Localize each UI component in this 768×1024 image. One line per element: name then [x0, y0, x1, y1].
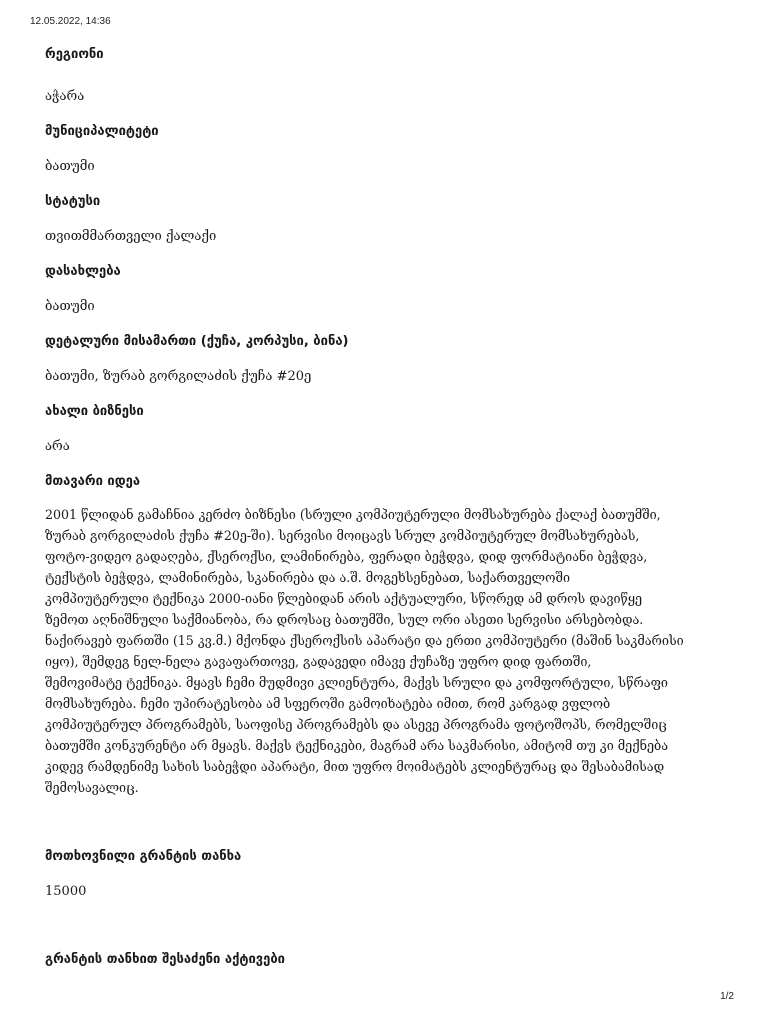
new-business-section: [45, 403, 730, 456]
idea-line: კომპიუტერული ტექნიკა 2000-იანი წლებიდან არის აქტუალური, სწორედ ამ დროს დავიწყე: [45, 591, 643, 606]
idea-line: ნაქირავებ ფართში (15 კვ.მ.) მქონდა ქსეროქსის აპარატი და ერთი კომპიუტერი (მაშინ საკმარისი: [45, 633, 684, 648]
idea-line: კომპიუტერულ პროგრამებს, საოფისე პროგრამებს და ასევე პროგრამა ფოტოშოპს, რომელშიც: [45, 717, 667, 732]
idea-line: კიდევ რამდენიმე სახის საბეჭდი აპარატი, მით უფრო მოიმატებს კლიენტურაც და შესაბამისად: [45, 759, 665, 774]
grant-amount-value: 15000: [45, 884, 87, 899]
new-business-value: არა: [45, 439, 70, 454]
main-idea-label: მთავარი იდეა: [45, 474, 141, 489]
grant-amount-section: [45, 848, 730, 901]
address-label: დეტალური მისამართი (ქუჩა, კორპუსი, ბინა): [45, 334, 349, 349]
status-section: [45, 193, 730, 246]
idea-line: ბათუმში კონკურენტი არ მყავს. მაქვს ტექნიკები, მაგრამ არა საკმარისი, ამიტომ თუ კი მექნება: [45, 738, 669, 753]
grant-assets-label: გრანტის თანხით შესაძენი აქტივები: [45, 952, 285, 967]
idea-line: ზემოთ აღნიშნული საქმიანობა, რა დროსაც ბათუმში, სულ ორი ასეთი სერვისი არსებობდა.: [45, 612, 644, 627]
idea-line: იყო), შემდეგ ნელ-ნელა გავაფართოვე, გადავედი იმავე ქუჩაზე უფრო დიდ ფართში,: [45, 654, 592, 669]
grant-amount-label: მოთხოვნილი გრანტის თანხა: [45, 849, 242, 864]
address-section: [45, 333, 730, 386]
main-idea-text: [45, 504, 730, 798]
idea-line: ზურაბ გორგილაძის ქუჩა #20ე-ში). სერვისი მოიცავს სრულ კომპიუტერულ მომსახურებას,: [45, 528, 640, 543]
region-label: რეგიონი: [45, 47, 104, 62]
municipality-section: [45, 123, 730, 176]
new-business-label: ახალი ბიზნესი: [45, 404, 144, 419]
grant-assets-section: [45, 951, 730, 969]
region-section: [45, 46, 730, 106]
region-value: აჭარა: [45, 89, 85, 104]
idea-line: 2001 წლიდან გამაჩნია კერძო ბიზნესი (სრული კომპიუტერული მომსახურება ქალაქ ბათუმში,: [45, 507, 661, 522]
main-idea-section: [45, 473, 730, 798]
settlement-section: [45, 263, 730, 316]
status-value: თვითმმართველი ქალაქი: [45, 229, 217, 244]
idea-line: ფოტო-ვიდეო გადაღება, ქსეროქსი, ლამინირება, ფერადი ბეჭდვა, დიდ ფორმატიანი ბეჭდვა,: [45, 549, 648, 564]
municipality-label: მუნიციპალიტეტი: [45, 124, 159, 139]
idea-line: ტექსტის ბეჭდვა, ლამინირება, სკანირება და ა.შ. მოგეხსენებათ, საქართველოში: [45, 570, 571, 585]
status-label: სტატუსი: [45, 194, 101, 209]
address-value: ბათუმი, ზურაბ გორგილაძის ქუჩა #20ე: [45, 369, 312, 384]
print-timestamp: 12.05.2022, 14:36: [30, 16, 111, 27]
page-number: 1/2: [720, 991, 734, 1002]
idea-line: შემოსავალიც.: [45, 780, 139, 795]
idea-line: მომსახურება. ჩემი უპირატესობა ამ სფეროში გამოიხატება იმით, რომ კარგად ვფლობ: [45, 696, 611, 711]
municipality-value: ბათუმი: [45, 159, 95, 174]
application-form: [45, 40, 730, 969]
idea-line: შემოვიმატე ტექნიკა. მყავს ჩემი მუდმივი კლიენტურა, მაქვს სრული და კომფორტული, სწრაფი: [45, 675, 668, 690]
settlement-value: ბათუმი: [45, 299, 95, 314]
settlement-label: დასახლება: [45, 264, 121, 279]
